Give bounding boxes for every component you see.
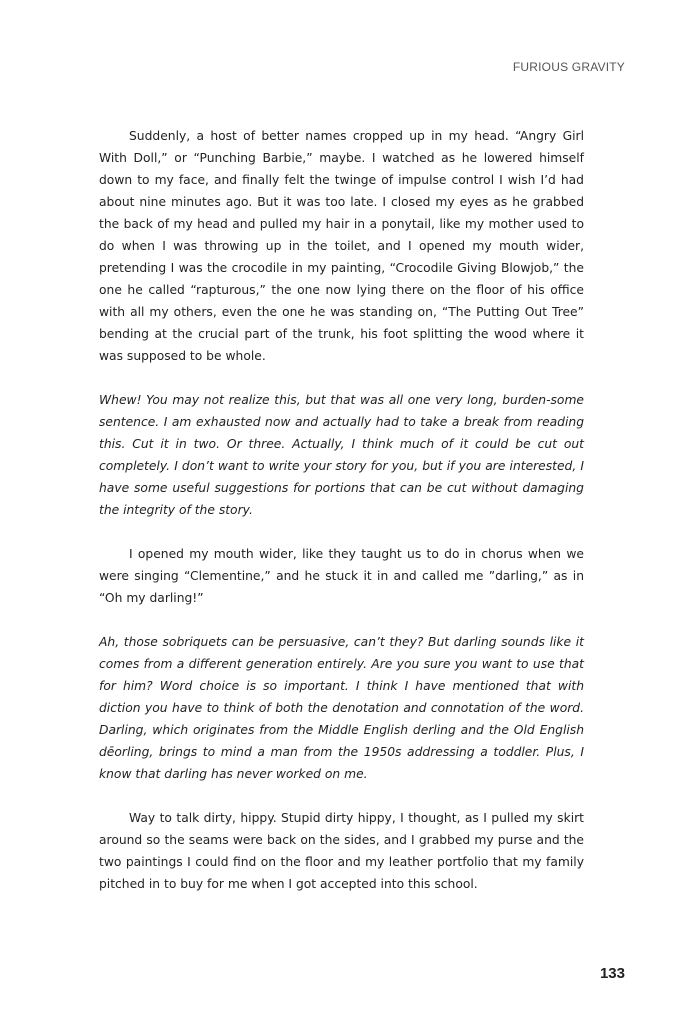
paragraph-spacer	[99, 785, 584, 807]
paragraph-3: Way to talk dirty, hippy. Stupid dirty hippy, I thought, as I pulled my skirt around so the seams were back on the sides, and I grabbed my purse and the two paintings I could find on the floor and my leather portfolio that my family pitched in to buy for me when I got accepted into this school.	[99, 811, 584, 891]
page-number: 133	[599, 965, 625, 982]
page-body	[99, 125, 584, 895]
running-header: FURIOUS GRAVITY	[512, 60, 625, 74]
paragraph-spacer	[99, 521, 584, 543]
paragraph-2: I opened my mouth wider, like they taught us to do in chorus when we were singing “Clementine,” and he stuck it in and called me ”darling,” as in “Oh my darling!”	[99, 547, 584, 605]
paragraph-spacer	[99, 609, 584, 631]
paragraph-1: Suddenly, a host of better names cropped up in my head. “Angry Girl With Doll,” or “Punching Barbie,” maybe. I watched as he lowered himself down to my face, and finally felt the twinge of impulse control I wish I’d had about nine minutes ago. But it was too late. I closed my eyes as he grabbed the back of my head and pulled my hair in a ponytail, like my mother used to do when I was throwing up in the toilet, and I opened my mouth wider, pretending I was the crocodile in my painting, “Crocodile Giving Blowjob,” the one he called “rapturous,” the one now lying there on the floor of his office with all my others, even the one he was standing on, “The Putting Out Tree” bending at the crucial part of the trunk, his foot splitting the wood where it was supposed to be whole.	[99, 129, 584, 363]
editor-note-2: Ah, those sobriquets can be persuasive, can’t they? But darling sounds like it comes from a different generation entirely. Are you sure you want to use that for him? Word choice is so important. I think I have mentioned that with diction you have to think of both the denotation and connotation of the word. Darling, which originates from the Middle English derling and the Old English dēorling, brings to mind a man from the 1950s addressing a toddler. Plus, I know that darling has never worked on me.	[99, 635, 584, 781]
editor-note-1: Whew! You may not realize this, but that was all one very long, burden-some sentence. I am exhausted now and actually had to take a break from reading this. Cut it in two. Or three. Actually, I think much of it could be cut out completely. I don’t want to write your story for you, but if you are interested, I have some useful suggestions for portions that can be cut without damaging the integrity of the story.	[99, 393, 584, 517]
paragraph-spacer	[99, 367, 584, 389]
